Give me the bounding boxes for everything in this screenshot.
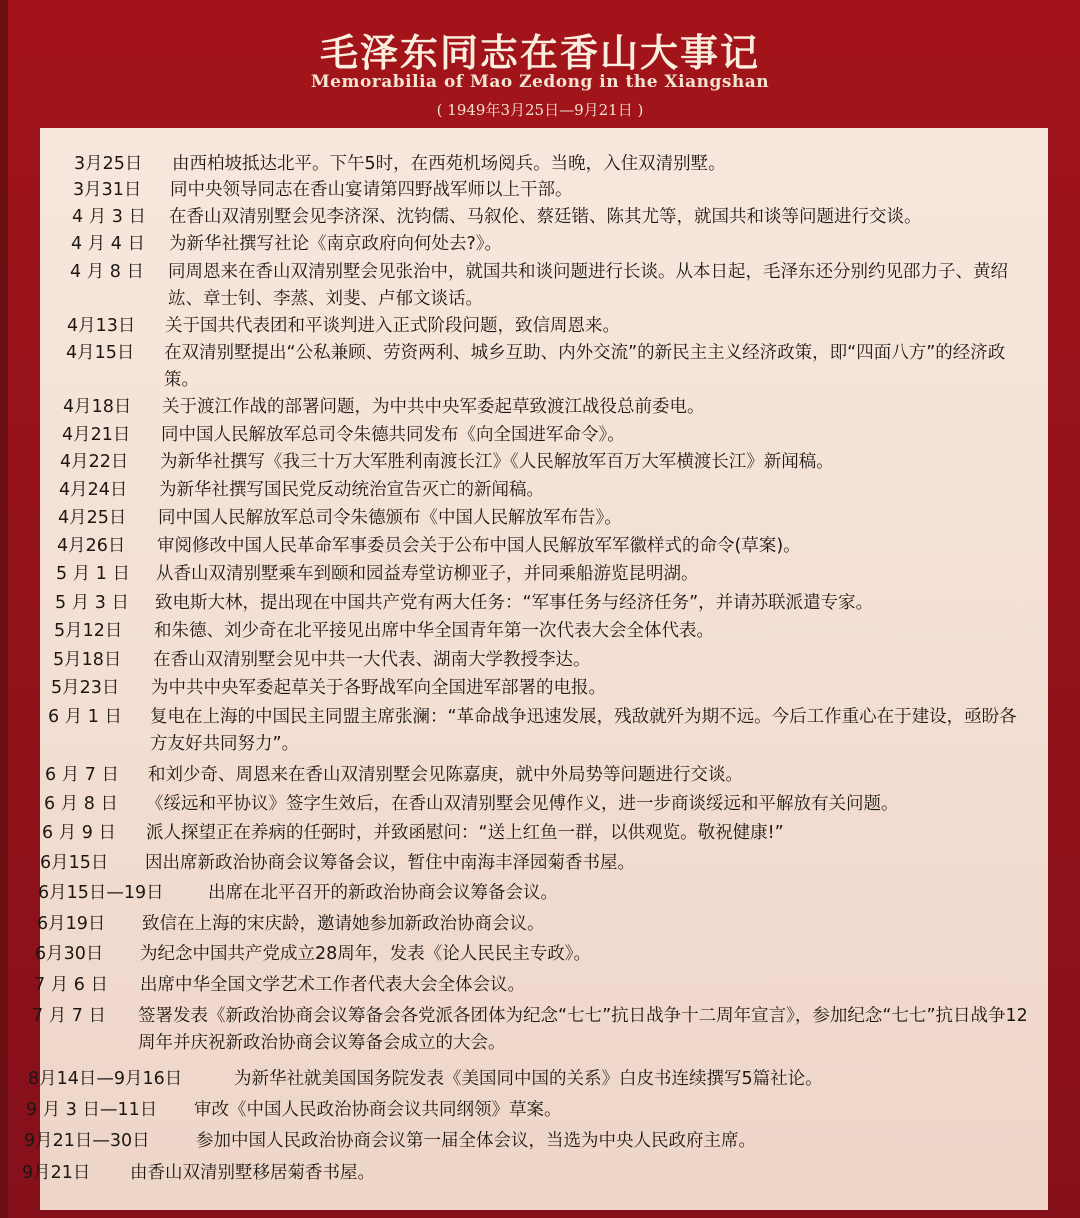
entry-date: 5月23日 <box>51 678 120 698</box>
entry-text: 《绥远和平协议》签字生效后，在香山双清别墅会见傅作义，进一步商谈绥远和平解放有关问题。 <box>146 794 899 814</box>
entry-text: 出席在北平召开的新政治协商会议筹备会议。 <box>208 883 558 903</box>
entry-date: 4月26日 <box>57 536 126 556</box>
entry-date: 4月13日 <box>67 316 136 336</box>
entry-text: 为新华社撰写《我三十万大军胜利南渡长江》《人民解放军百万大军横渡长江》新闻稿。 <box>160 452 834 472</box>
entry-date: 6月15日 <box>40 853 109 873</box>
entry-date: 6月15日—19日 <box>38 883 164 903</box>
entry-text: 关于渡江作战的部署问题，为中共中央军委起草致渡江战役总前委电。 <box>162 397 705 417</box>
entry-text: 同中央领导同志在香山宴请第四野战军师以上干部。 <box>170 180 573 200</box>
entry-date: 4 月 3 日 <box>72 207 146 227</box>
entry-date: 3月31日 <box>73 180 142 200</box>
entry-text: 为新华社撰写国民党反动统治宣告灭亡的新闻稿。 <box>159 480 544 500</box>
entry-text: 同周恩来在香山双清别墅会见张治中，就国共和谈问题进行长谈。从本日起，毛泽东还分别约见邵力子、黄绍竑、章士钊、李蒸、刘斐、卢郁文谈话。 <box>168 262 1008 309</box>
entry-text: 和刘少奇、周恩来在香山双清别墅会见陈嘉庚，就中外局势等问题进行交谈。 <box>148 765 743 785</box>
entry-date: 5 月 3 日 <box>55 593 129 613</box>
entry-date: 8月14日—9月16日 <box>28 1069 183 1089</box>
entry-text: 同中国人民解放军总司令朱德颁布《中国人民解放军布告》。 <box>158 508 622 528</box>
entry-date: 4 月 4 日 <box>71 234 145 254</box>
entry-date: 5月18日 <box>53 650 122 670</box>
entry-date: 6 月 1 日 <box>48 707 122 727</box>
entry-date: 5月12日 <box>54 621 123 641</box>
date-range: ( 1949年3月25日—9月21日 ) <box>436 101 644 119</box>
entry-date: 4 月 8 日 <box>70 262 144 282</box>
entry-date: 9月21日 <box>22 1163 91 1183</box>
entry-text: 审阅修改中国人民革命军事委员会关于公布中国人民解放军军徽样式的命令(草案)。 <box>157 536 801 556</box>
entry-text: 为中共中央军委起草关于各野战军向全国进军部署的电报。 <box>151 678 606 698</box>
entry-text: 由香山双清别墅移居菊香书屋。 <box>130 1163 375 1183</box>
entry-date: 6 月 8 日 <box>44 794 118 814</box>
entry-date: 4月22日 <box>60 452 129 472</box>
entry-text: 在香山双清别墅会见李济深、沈钧儒、马叙伦、蔡廷锴、陈其尤等，就国共和谈等问题进行交谈。 <box>169 207 922 227</box>
entry-text: 因出席新政治协商会议筹备会议，暂住中南海丰泽园菊香书屋。 <box>145 853 635 873</box>
entry-date: 6 月 7 日 <box>45 765 119 785</box>
entry-date: 4月18日 <box>63 397 132 417</box>
entry-date: 9 月 3 日—11日 <box>26 1100 158 1120</box>
entry-text: 参加中国人民政治协商会议第一届全体会议，当选为中央人民政府主席。 <box>196 1131 756 1151</box>
page-title: 毛泽东同志在香山大事记 <box>319 30 760 75</box>
entry-text: 为纪念中国共产党成立28周年，发表《论人民民主专政》。 <box>140 944 592 964</box>
entry-date: 3月25日 <box>74 154 143 174</box>
entry-date: 6 月 9 日 <box>42 823 116 843</box>
entry-date: 4月21日 <box>62 425 131 445</box>
entry-text: 复电在上海的中国民主同盟主席张澜：“革命战争迅速发展，残敌就歼为期不远。今后工作重心在于建设，亟盼各方友好共同努力”。 <box>150 707 1017 754</box>
entry-date: 4月24日 <box>59 480 128 500</box>
entry-text: 在香山双清别墅会见中共一大代表、湖南大学教授李达。 <box>153 650 591 670</box>
entry-date: 9月21日—30日 <box>24 1131 150 1151</box>
entry-text: 为新华社撰写社论《南京政府向何处去?》。 <box>169 234 503 254</box>
entry-date: 7 月 7 日 <box>32 1006 106 1026</box>
board-header <box>0 0 1080 125</box>
entry-text: 审改《中国人民政治协商会议共同纲领》草案。 <box>194 1100 562 1120</box>
entry-text: 和朱德、刘少奇在北平接见出席中华全国青年第一次代表大会全体代表。 <box>154 621 714 641</box>
entry-text: 为新华社就美国国务院发表《美国同中国的关系》白皮书连续撰写5篇社论。 <box>234 1069 823 1089</box>
entry-date: 4月15日 <box>66 343 135 363</box>
entry-text: 由西柏坡抵达北平。下午5时，在西苑机场阅兵。当晚，入住双清别墅。 <box>172 154 726 174</box>
entry-text: 关于国共代表团和平谈判进入正式阶段问题，致信周恩来。 <box>165 316 620 336</box>
english-subtitle: Memorabilia of Mao Zedong in the Xiangshan <box>310 72 770 92</box>
entry-text: 派人探望正在养病的任弼时，并致函慰问：“送上红鱼一群，以供观览。敬祝健康!” <box>146 823 784 843</box>
entry-text: 致信在上海的宋庆龄，邀请她参加新政治协商会议。 <box>142 914 545 934</box>
entry-text: 出席中华全国文学艺术工作者代表大会全体会议。 <box>140 975 525 995</box>
entry-date: 6月30日 <box>35 944 104 964</box>
entry-date: 6月19日 <box>37 914 106 934</box>
entry-date: 4月25日 <box>58 508 127 528</box>
entry-date: 7 月 6 日 <box>34 975 108 995</box>
entry-text: 致电斯大林，提出现在中国共产党有两大任务：“军事任务与经济任务”，并请苏联派遣专家。 <box>155 593 874 613</box>
board-frame <box>0 0 8 1218</box>
entry-date: 5 月 1 日 <box>56 564 130 584</box>
entry-text: 在双清别墅提出“公私兼顾、劳资两利、城乡互助、内外交流”的新民主主义经济政策，即“四面八方”的经济政策。 <box>164 343 1006 390</box>
entry-text: 从香山双清别墅乘车到颐和园益寿堂访柳亚子，并同乘船游览昆明湖。 <box>156 564 699 584</box>
entry-text: 签署发表《新政治协商会议筹备会各党派各团体为纪念“七七”抗日战争十二周年宣言》，参加纪念“七七”抗日战争12周年并庆祝新政治协商会议筹备会成立的大会。 <box>138 1006 1028 1053</box>
entry-text: 同中国人民解放军总司令朱德共同发布《向全国进军命令》。 <box>161 425 625 445</box>
